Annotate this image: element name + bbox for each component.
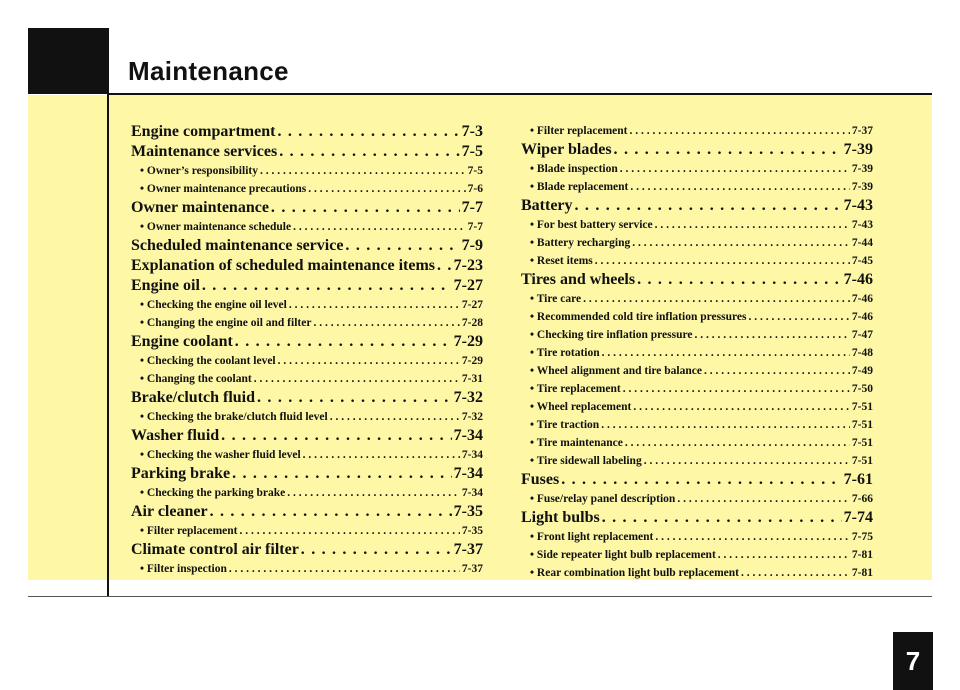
toc-leader-dots: [287, 484, 460, 502]
toc-leader-dots: [279, 142, 459, 162]
toc-entry-label: • Tire rotation: [530, 344, 600, 362]
toc-entry-label: • Tire traction: [530, 416, 599, 434]
toc-page-number: 7-81: [851, 549, 873, 561]
toc-leader-dots: [437, 256, 452, 276]
toc-leader-dots: [595, 252, 850, 270]
toc-column-left: [131, 122, 483, 578]
toc-page-number: 7-37: [453, 541, 483, 558]
toc-entry-label: • Wheel replacement: [530, 398, 631, 416]
toc-page-number: 7-50: [851, 383, 873, 395]
toc-page-number: 7-34: [453, 427, 483, 444]
toc-entry[interactable]: [131, 502, 483, 522]
toc-leader-dots: [637, 270, 842, 290]
toc-entry-label: • Checking the brake/clutch fluid level: [140, 408, 328, 426]
toc-entry-label: Air cleaner: [131, 503, 208, 520]
toc-subentry[interactable]: [521, 290, 873, 308]
toc-subentry[interactable]: [521, 308, 873, 326]
toc-page-number: 7-32: [453, 389, 483, 406]
toc-subentry[interactable]: [521, 122, 873, 140]
toc-page-number: 7-35: [461, 525, 483, 537]
toc-leader-dots: [303, 446, 460, 464]
toc-entry-label: • Changing the engine oil and filter: [140, 314, 311, 332]
toc-column-right: [521, 122, 873, 582]
toc-leader-dots: [345, 236, 459, 256]
toc-page-number: 7-6: [467, 183, 483, 195]
toc-page-number: 7-43: [851, 219, 873, 231]
chapter-tab[interactable]: 7: [893, 632, 933, 690]
toc-subentry[interactable]: [521, 344, 873, 362]
toc-page-number: 7-46: [851, 311, 873, 323]
toc-subentry[interactable]: [131, 180, 483, 198]
toc-subentry[interactable]: [131, 446, 483, 464]
toc-leader-dots: [614, 140, 842, 160]
toc-entry[interactable]: [521, 196, 873, 216]
toc-entry[interactable]: [131, 464, 483, 484]
toc-page-number: 7-32: [461, 411, 483, 423]
toc-subentry[interactable]: [521, 252, 873, 270]
toc-subentry[interactable]: [521, 362, 873, 380]
toc-entry-label: Scheduled maintenance service: [131, 237, 344, 254]
toc-entry[interactable]: [131, 236, 483, 256]
toc-leader-dots: [655, 528, 850, 546]
toc-leader-dots: [655, 216, 850, 234]
toc-subentry[interactable]: [131, 162, 483, 180]
toc-leader-dots: [330, 408, 460, 426]
toc-leader-dots: [575, 196, 842, 216]
toc-subentry[interactable]: [521, 398, 873, 416]
toc-leader-dots: [633, 398, 850, 416]
toc-entry-label: Fuses: [521, 471, 560, 488]
page-title: Maintenance: [128, 56, 289, 86]
toc-page-number: 7-34: [453, 465, 483, 482]
toc-subentry[interactable]: [131, 370, 483, 388]
toc-leader-dots: [277, 122, 459, 142]
toc-leader-dots: [240, 522, 460, 540]
toc-subentry[interactable]: [521, 416, 873, 434]
toc-leader-dots: [677, 490, 850, 508]
toc-subentry[interactable]: [131, 296, 483, 314]
toc-leader-dots: [632, 234, 850, 252]
toc-leader-dots: [301, 540, 452, 560]
toc-leader-dots: [561, 470, 841, 490]
toc-entry-label: • Filter replacement: [530, 122, 628, 140]
toc-entry-label: • Front light replacement: [530, 528, 653, 546]
toc-page-number: 7-5: [461, 143, 483, 160]
toc-leader-dots: [718, 546, 850, 564]
toc-page-number: 7-34: [461, 449, 483, 461]
toc-page-number: 7-29: [461, 355, 483, 367]
toc-subentry[interactable]: [131, 522, 483, 540]
toc-subentry[interactable]: [521, 160, 873, 178]
toc-leader-dots: [630, 122, 850, 140]
toc-entry-label: • Recommended cold tire inflation pressures: [530, 308, 746, 326]
toc-entry-label: Engine oil: [131, 277, 200, 294]
toc-entry-label: Climate control air filter: [131, 541, 299, 558]
toc-page-number: 7-51: [851, 419, 873, 431]
toc-subentry[interactable]: [131, 484, 483, 502]
toc-entry[interactable]: [131, 426, 483, 446]
toc-leader-dots: [313, 314, 459, 332]
toc-page-number: 7-27: [461, 299, 483, 311]
toc-page-number: 7-23: [453, 257, 483, 274]
toc-leader-dots: [278, 352, 460, 370]
toc-entry[interactable]: [131, 142, 483, 162]
header-corner-block: [28, 28, 108, 94]
toc-leader-dots: [704, 362, 850, 380]
toc-page-number: 7-27: [453, 277, 483, 294]
toc-entry-label: • Tire replacement: [530, 380, 621, 398]
toc-leader-dots: [694, 326, 849, 344]
toc-entry-label: • Checking the coolant level: [140, 352, 276, 370]
toc-page-number: 7-45: [851, 255, 873, 267]
toc-entry-label: • Tire sidewall labeling: [530, 452, 642, 470]
toc-subentry[interactable]: [521, 546, 873, 564]
toc-entry-label: • Reset items: [530, 252, 593, 270]
toc-leader-dots: [257, 388, 452, 408]
toc-subentry[interactable]: [521, 326, 873, 344]
toc-entry[interactable]: [131, 256, 483, 276]
toc-page-number: 7-9: [461, 237, 483, 254]
toc-entry-label: Light bulbs: [521, 509, 600, 526]
toc-entry-label: • Checking the washer fluid level: [140, 446, 301, 464]
bottom-rule: [28, 596, 932, 597]
toc-entry[interactable]: [521, 470, 873, 490]
toc-entry-label: Maintenance services: [131, 143, 278, 160]
toc-entry-label: Tires and wheels: [521, 271, 636, 288]
toc-entry[interactable]: [131, 276, 483, 296]
toc-page-number: 7-48: [851, 347, 873, 359]
toc-entry-label: • Battery recharging: [530, 234, 630, 252]
toc-entry[interactable]: [521, 508, 873, 528]
toc-subentry[interactable]: [521, 452, 873, 470]
toc-subentry[interactable]: [521, 434, 873, 452]
toc-entry-label: • Checking the engine oil level: [140, 296, 287, 314]
toc-entry[interactable]: [521, 140, 873, 160]
toc-entry-label: • Owner maintenance precautions: [140, 180, 306, 198]
toc-page-number: 7-37: [851, 125, 873, 137]
toc-subentry[interactable]: [131, 314, 483, 332]
toc-page-number: 7-39: [843, 141, 873, 158]
toc-entry-label: Owner maintenance: [131, 199, 269, 216]
toc-subentry[interactable]: [521, 178, 873, 196]
toc-entry-label: • Owner’s responsibility: [140, 162, 258, 180]
toc-entry-label: • Tire maintenance: [530, 434, 623, 452]
toc-leader-dots: [235, 332, 452, 352]
toc-entry-label: • Filter inspection: [140, 560, 227, 578]
toc-leader-dots: [260, 162, 466, 180]
toc-subentry[interactable]: [521, 564, 873, 582]
toc-page-number: 7-74: [843, 509, 873, 526]
toc-entry[interactable]: [131, 540, 483, 560]
toc-leader-dots: [271, 198, 460, 218]
toc-entry-label: • Blade replacement: [530, 178, 628, 196]
toc-page-number: 7-7: [467, 221, 483, 233]
toc-page-number: 7-44: [851, 237, 873, 249]
toc-page-number: 7-51: [851, 401, 873, 413]
toc-leader-dots: [630, 178, 850, 196]
toc-leader-dots: [308, 180, 465, 198]
toc-leader-dots: [254, 370, 460, 388]
toc-entry-label: • Side repeater light bulb replacement: [530, 546, 716, 564]
toc-leader-dots: [210, 502, 452, 522]
toc-page-number: 7-37: [461, 563, 483, 575]
toc-leader-dots: [741, 564, 850, 582]
toc-leader-dots: [289, 296, 460, 314]
toc-entry-label: Engine compartment: [131, 123, 276, 140]
toc-leader-dots: [232, 464, 452, 484]
toc-leader-dots: [293, 218, 466, 236]
toc-leader-dots: [601, 416, 850, 434]
toc-leader-dots: [623, 380, 850, 398]
toc-leader-dots: [620, 160, 850, 178]
toc-entry[interactable]: [131, 332, 483, 352]
toc-page-number: 7-49: [851, 365, 873, 377]
toc-page-number: 7-39: [851, 181, 873, 193]
toc-leader-dots: [644, 452, 850, 470]
title-rule: [108, 93, 932, 95]
toc-entry-label: • Rear combination light bulb replacement: [530, 564, 739, 582]
toc-entry-label: Engine coolant: [131, 333, 233, 350]
toc-entry[interactable]: [521, 270, 873, 290]
toc-subentry[interactable]: [521, 528, 873, 546]
toc-page-number: 7-5: [467, 165, 483, 177]
toc-leader-dots: [602, 344, 850, 362]
toc-page-number: 7-66: [851, 493, 873, 505]
toc-entry-label: • Checking tire inflation pressure: [530, 326, 692, 344]
toc-subentry[interactable]: [131, 352, 483, 370]
toc-entry-label: Wiper blades: [521, 141, 612, 158]
toc-page-number: 7-31: [461, 373, 483, 385]
toc-leader-dots: [202, 276, 452, 296]
toc-entry-label: • For best battery service: [530, 216, 653, 234]
toc-subentry[interactable]: [521, 216, 873, 234]
toc-leader-dots: [748, 308, 849, 326]
toc-page-number: 7-46: [843, 271, 873, 288]
margin-divider: [107, 28, 109, 596]
toc-page-number: 7-61: [843, 471, 873, 488]
toc-subentry[interactable]: [521, 490, 873, 508]
toc-page-number: 7-39: [851, 163, 873, 175]
toc-entry-label: • Tire care: [530, 290, 581, 308]
toc-page-number: 7-46: [851, 293, 873, 305]
toc-subentry[interactable]: [521, 380, 873, 398]
toc-page-number: 7-81: [851, 567, 873, 579]
toc-entry-label: • Filter replacement: [140, 522, 238, 540]
toc-page-number: 7-47: [851, 329, 873, 341]
toc-entry-label: Washer fluid: [131, 427, 220, 444]
toc-page-number: 7-3: [461, 123, 483, 140]
toc-entry-label: Parking brake: [131, 465, 231, 482]
toc-page-number: 7-43: [843, 197, 873, 214]
toc-entry-label: • Wheel alignment and tire balance: [530, 362, 702, 380]
toc-page-number: 7-34: [461, 487, 483, 499]
toc-entry-label: • Owner maintenance schedule: [140, 218, 291, 236]
toc-subentry[interactable]: [131, 408, 483, 426]
toc-entry-label: • Blade inspection: [530, 160, 618, 178]
toc-leader-dots: [602, 508, 842, 528]
toc-entry-label: • Checking the parking brake: [140, 484, 285, 502]
toc-entry-label: Battery: [521, 197, 573, 214]
toc-leader-dots: [229, 560, 460, 578]
toc-page-number: 7-35: [453, 503, 483, 520]
toc-page-number: 7-29: [453, 333, 483, 350]
toc-page-number: 7-51: [851, 437, 873, 449]
toc-entry[interactable]: [131, 388, 483, 408]
toc-entry-label: Brake/clutch fluid: [131, 389, 256, 406]
toc-page-number: 7-28: [461, 317, 483, 329]
toc-entry-label: • Changing the coolant: [140, 370, 252, 388]
toc-entry-label: Explanation of scheduled maintenance items: [131, 257, 436, 274]
toc-subentry[interactable]: [521, 234, 873, 252]
toc-entry[interactable]: [131, 198, 483, 218]
toc-page-number: 7-75: [851, 531, 873, 543]
toc-page-number: 7-7: [461, 199, 483, 216]
toc-leader-dots: [583, 290, 850, 308]
toc-entry[interactable]: [131, 122, 483, 142]
toc-leader-dots: [221, 426, 452, 446]
toc-subentry[interactable]: [131, 560, 483, 578]
toc-page-number: 7-51: [851, 455, 873, 467]
toc-leader-dots: [625, 434, 850, 452]
toc-entry-label: • Fuse/relay panel description: [530, 490, 675, 508]
toc-subentry[interactable]: [131, 218, 483, 236]
